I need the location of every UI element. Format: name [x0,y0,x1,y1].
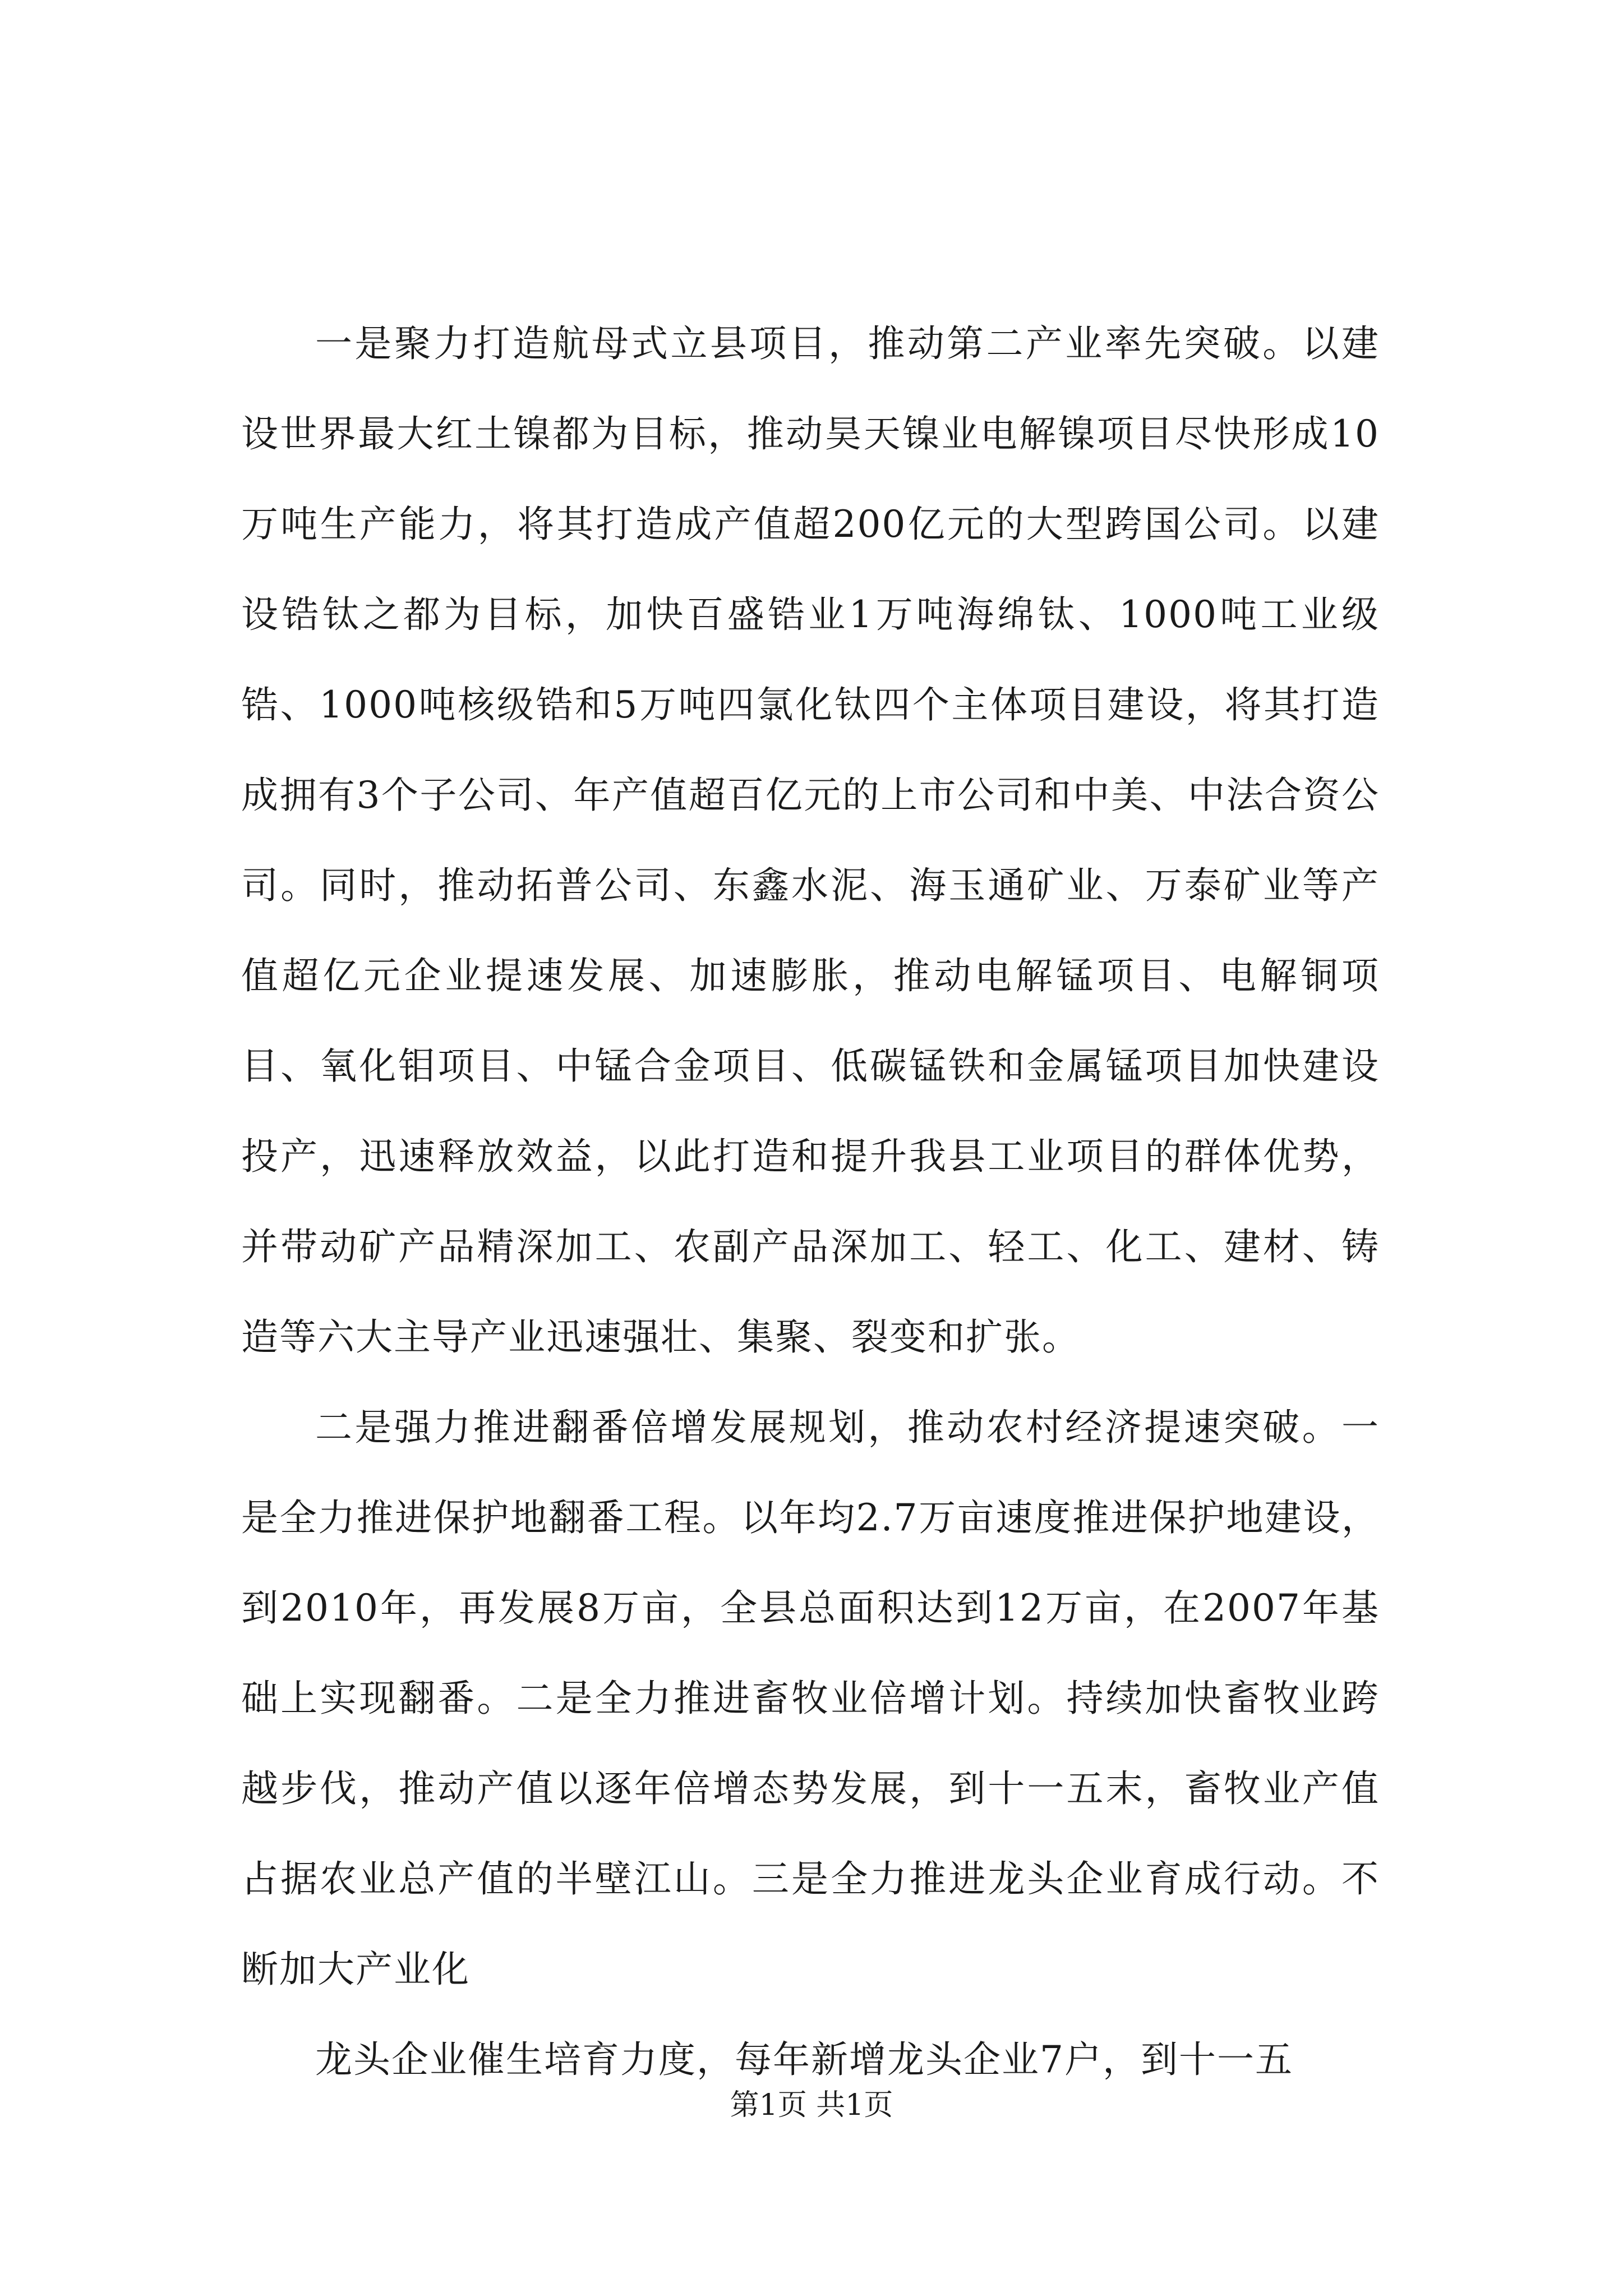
document-body [241,298,1380,2105]
page-number-footer: 第1页 共1页 [730,2088,893,2122]
paragraph-industry: 一是聚力打造航母式立县项目，推动第二产业率先突破。以建设世界最大红土镍都为目标，推动昊天镍业电解镍项目尽快形成10万吨生产能力，将其打造成产值超200亿元的大型跨国公司。以建设锆钛之都为目标，加快百盛锆业1万吨海绵钛、1000吨工业级锆、1000吨核级锆和5万吨四氯化钛四个主体项目建设，将其打造成拥有3个子公司、年产值超百亿元的上市公司和中美、中法合资公司。同时，推动拓普公司、东鑫水泥、海玉通矿业、万泰矿业等产值超亿元企业提速发展、加速膨胀，推动电解锰项目、电解铜项目、氧化钼项目、中锰合金项目、低碳锰铁和金属锰项目加快建设投产，迅速释放效益，以此打造和提升我县工业项目的群体优势，并带动矿产品精深加工、农副产品深加工、轻工、化工、建材、铸造等六大主导产业迅速强壮、集聚、裂变和扩张。 [241,322,1380,1359]
paragraph-agriculture: 二是强力推进翻番倍增发展规划，推动农村经济提速突破。一是全力推进保护地翻番工程。以年均2.7万亩速度推进保护地建设，到2010年，再发展8万亩，全县总面积达到12万亩，在2007年基础上实现翻番。二是全力推进畜牧业倍增计划。持续加快畜牧业跨越步伐，推动产值以逐年倍增态势发展，到十一五末，畜牧业产值占据农业总产值的半壁江山。三是全力推进龙头企业育成行动。不断加大产业化 [241,1406,1380,1991]
paragraph-leading-enterprises: 龙头企业催生培育力度，每年新增龙头企业7户，到十一五 [315,2038,1293,2081]
